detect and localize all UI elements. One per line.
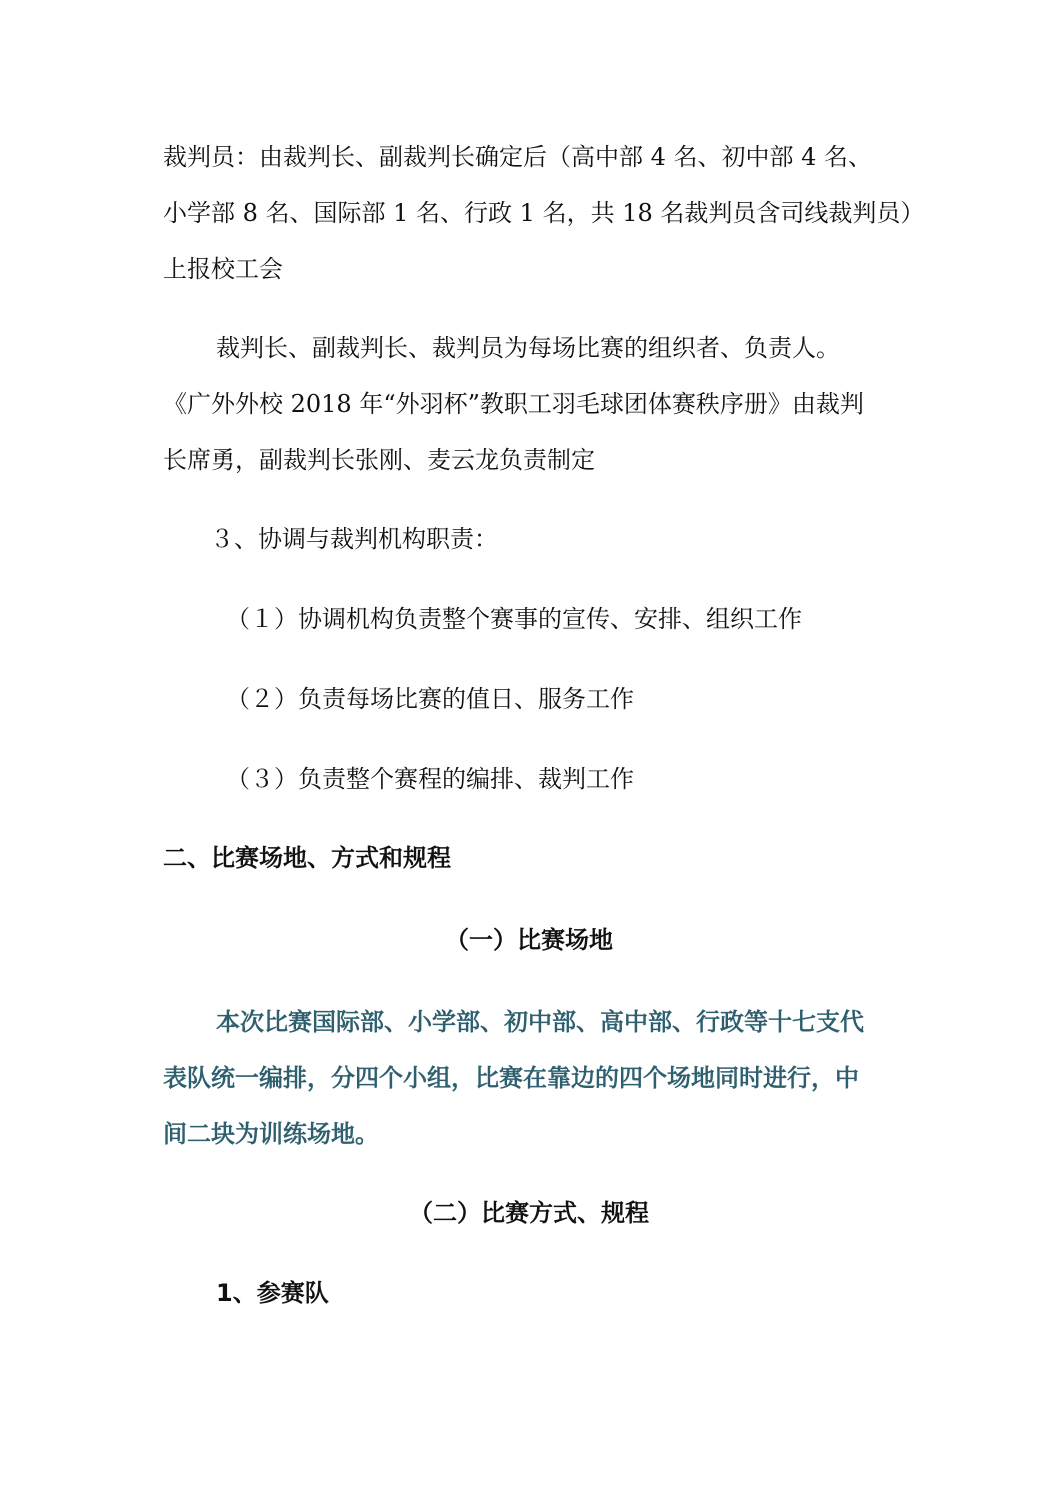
organizers-line-3: 长席勇，副裁判长张刚、麦云龙负责制定 <box>163 446 595 474</box>
venue-heading: （一）比赛场地 <box>445 926 613 954</box>
format-heading: （二）比赛方式、规程 <box>409 1199 649 1227</box>
referees-line-1: 裁判员：由裁判长、副裁判长确定后（高中部 4 名、初中部 4 名、 <box>163 143 873 171</box>
referees-line-3: 上报校工会 <box>163 255 283 283</box>
duties-heading: ３、协调与裁判机构职责： <box>210 525 498 553</box>
venue-text-line-3: 间二块为训练场地。 <box>163 1119 379 1148</box>
section-2-heading: 二、比赛场地、方式和规程 <box>163 844 451 872</box>
organizers-line-1: 裁判长、副裁判长、裁判员为每场比赛的组织者、负责人。 <box>216 334 840 362</box>
venue-text-line-2: 表队统一编排，分四个小组，比赛在靠边的四个场地同时进行，中 <box>163 1063 859 1092</box>
duty-item-1: （１）协调机构负责整个赛事的宣传、安排、组织工作 <box>226 605 802 633</box>
referees-line-2: 小学部 8 名、国际部 1 名、行政 1 名，共 18 名裁判员含司线裁判员） <box>163 199 925 227</box>
duty-item-3: （３）负责整个赛程的编排、裁判工作 <box>226 765 634 793</box>
venue-text-line-1: 本次比赛国际部、小学部、初中部、高中部、行政等十七支代 <box>216 1007 864 1036</box>
organizers-line-2: 《广外外校 2018 年“外羽杯”教职工羽毛球团体赛秩序册》由裁判 <box>163 390 864 418</box>
duty-item-2: （２）负责每场比赛的值日、服务工作 <box>226 685 634 713</box>
item-1-teams: 1、参赛队 <box>216 1279 329 1307</box>
